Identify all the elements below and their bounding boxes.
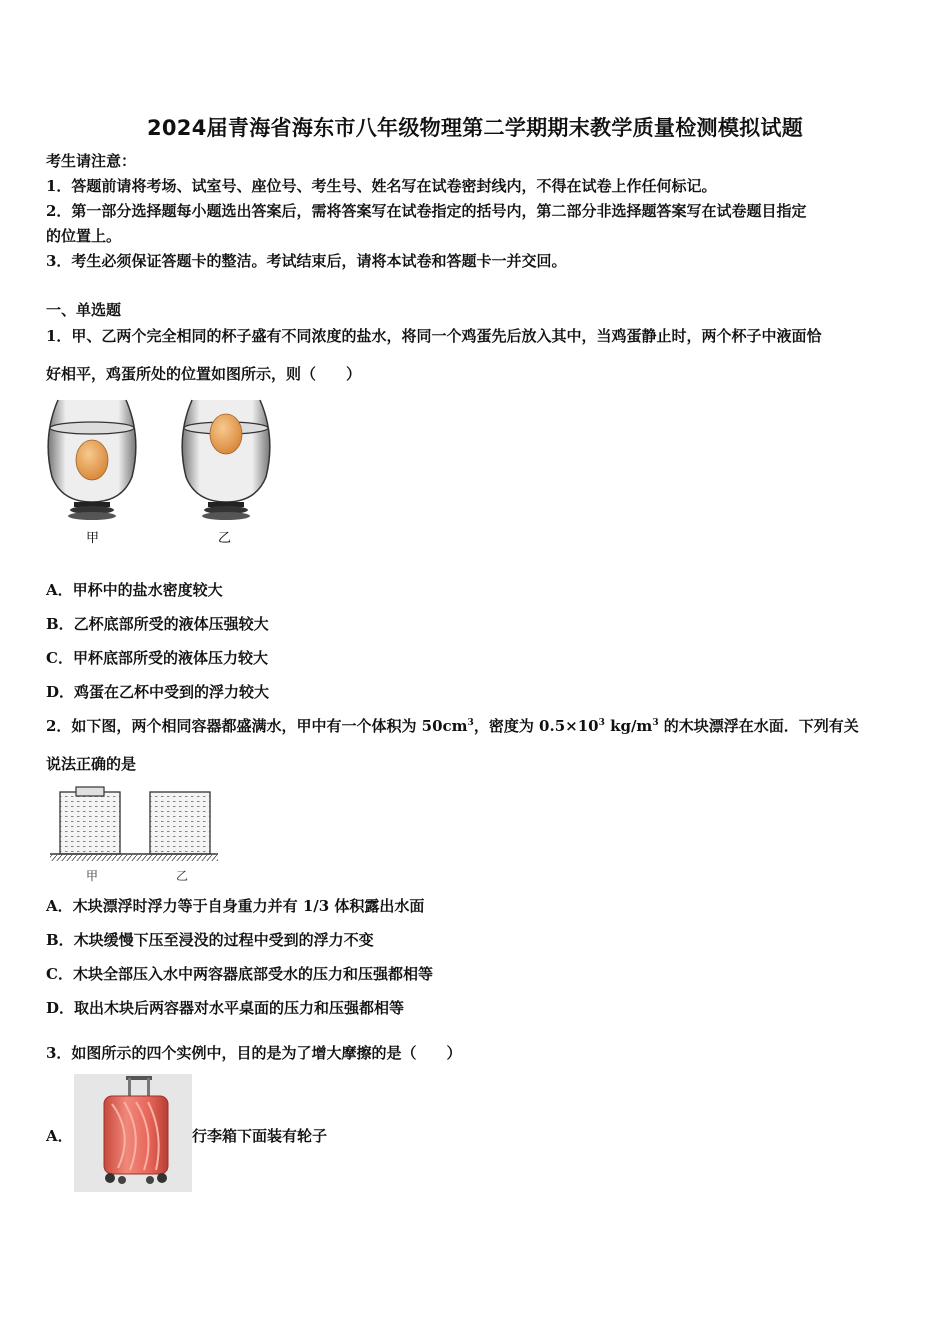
notice-heading: 考生请注意： bbox=[46, 152, 137, 170]
q1-option-b: B．乙杯底部所受的液体压强较大 bbox=[46, 615, 269, 633]
container-jia bbox=[60, 787, 120, 854]
q2-stem-line1 bbox=[46, 716, 906, 736]
q2-option-d: D．取出木块后两容器对水平桌面的压力和压强都相等 bbox=[46, 999, 405, 1017]
q1-option-c: C．甲杯底部所受的液体压力较大 bbox=[46, 649, 268, 667]
q1-stem-line2: 好相平，鸡蛋所处的位置如图所示，则（ ） bbox=[46, 365, 362, 383]
q1-stem-line1: 1．甲、乙两个完全相同的杯子盛有不同浓度的盐水，将同一个鸡蛋先后放入其中，当鸡蛋静止时，两个杯子中液面恰 bbox=[46, 327, 822, 345]
q2-sup-3: 3 bbox=[652, 718, 659, 728]
egg-yi bbox=[210, 414, 242, 454]
q3-option-a-letter: A． bbox=[46, 1127, 73, 1145]
notice-item-2-cont: 的位置上。 bbox=[46, 227, 122, 245]
q1-option-a: A．甲杯中的盐水密度较大 bbox=[46, 581, 223, 599]
q2-stem-part-a: 2．如下图，两个相同容器都盛满水，甲中有一个体积为 50cm bbox=[46, 717, 468, 735]
container-yi bbox=[150, 792, 210, 854]
section-heading: 一、单选题 bbox=[46, 301, 122, 319]
q3-option-a-text: 行李箱下面装有轮子 bbox=[192, 1127, 328, 1145]
cup-jia bbox=[48, 400, 136, 520]
q2-sup-2: 3 bbox=[598, 718, 605, 728]
q2-stem-line2: 说法正确的是 bbox=[46, 755, 137, 773]
q2-option-c: C．木块全部压入水中两容器底部受水的压力和压强都相等 bbox=[46, 965, 433, 983]
q2-stem-part-b: ，密度为 0.5×10 bbox=[473, 717, 599, 735]
q2-option-b: B．木块缓慢下压至浸没的过程中受到的浮力不变 bbox=[46, 931, 374, 949]
q2-stem-part-c: kg/m bbox=[604, 717, 653, 735]
notice-item-1: 1．答题前请将考场、试室号、座位号、考生号、姓名写在试卷密封线内，不得在试卷上作任何标记。 bbox=[46, 177, 717, 195]
q3-stem: 3．如图所示的四个实例中，目的是为了增大摩擦的是（ ） bbox=[46, 1044, 462, 1062]
q1-fig-label-jia: 甲 bbox=[86, 531, 100, 546]
notice-item-2: 2．第一部分选择题每小题选出答案后，需将答案写在试卷指定的括号内，第二部分非选择题答案写在试卷题目指定 bbox=[46, 202, 807, 220]
q2-stem-part-d: 的木块漂浮在水面．下列有关 bbox=[658, 717, 859, 735]
suitcase-photo bbox=[74, 1074, 192, 1192]
notice-item-3: 3．考生必须保证答题卡的整洁。考试结束后，请将本试卷和答题卡一并交回。 bbox=[46, 252, 567, 270]
q2-fig-label-yi: 乙 bbox=[176, 869, 189, 883]
q2-fig-label-jia: 甲 bbox=[86, 869, 99, 883]
q2-option-a: A．木块漂浮时浮力等于自身重力并有 1/3 体积露出水面 bbox=[46, 897, 425, 915]
egg-jia bbox=[76, 440, 108, 480]
q1-cups-figure bbox=[44, 392, 284, 548]
q2-sup-1: 3 bbox=[467, 718, 474, 728]
q1-option-d: D．鸡蛋在乙杯中受到的浮力较大 bbox=[46, 683, 270, 701]
page-title: 2024届青海省海东市八年级物理第二学期期末教学质量检测模拟试题 bbox=[146, 116, 804, 140]
q2-containers-figure bbox=[46, 784, 222, 884]
q1-fig-label-yi: 乙 bbox=[218, 531, 232, 546]
wood-block bbox=[76, 787, 104, 796]
cup-yi bbox=[182, 400, 270, 520]
